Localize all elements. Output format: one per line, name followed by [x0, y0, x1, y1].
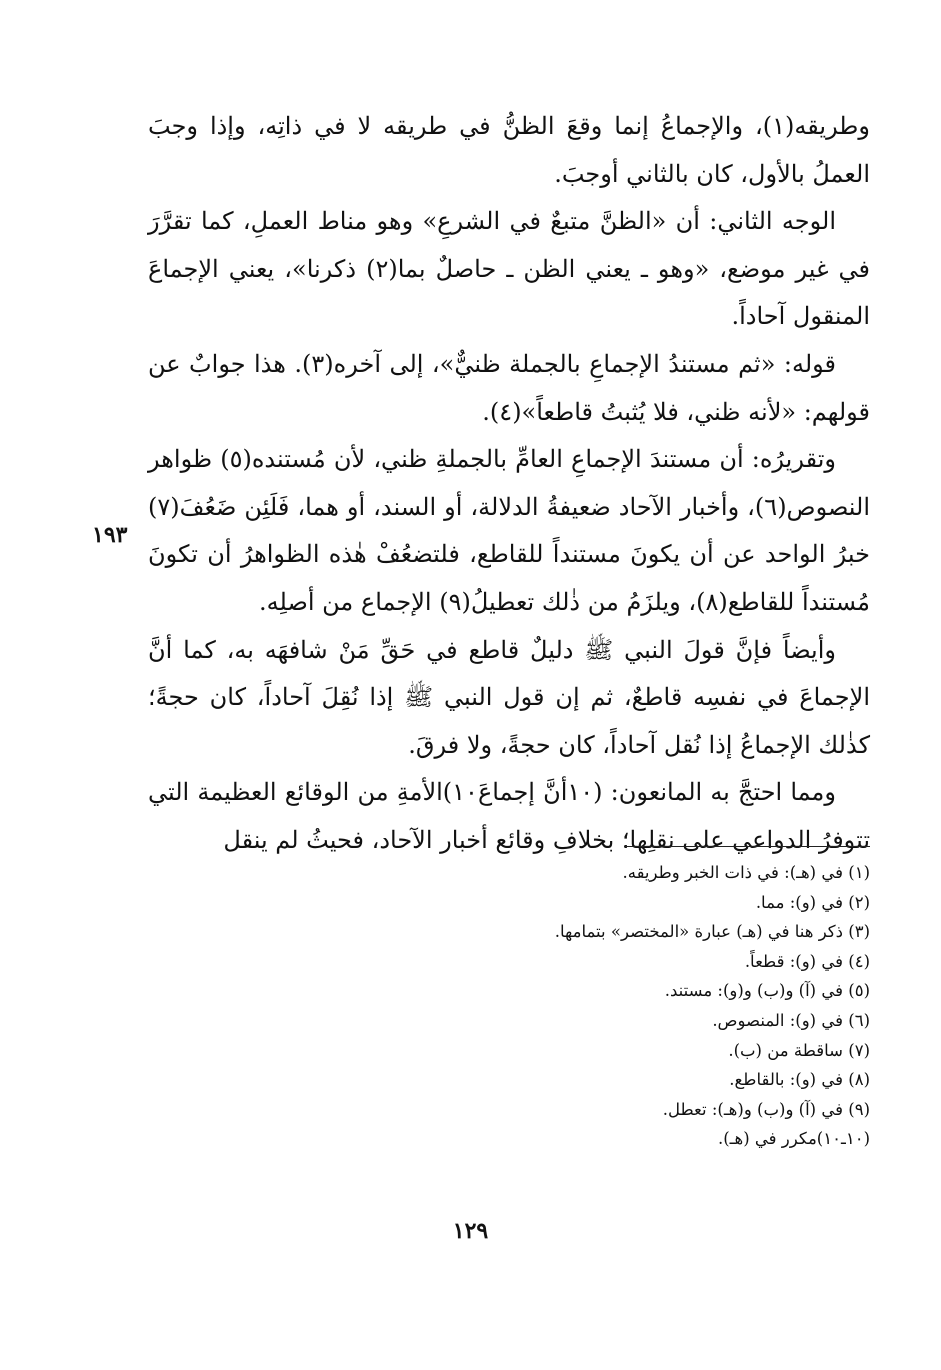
paragraph: الوجه الثاني: أن «الظنَّ متبعٌ في الشرعِ» وهو مناط العملِ، كما تقرَّرَ في غير موضع، «وهو ـ يعني الظن ـ حاصلٌ بما(٢) ذكرنا»، يعني الإجماعَ المنقول آحاداً. — [148, 207, 871, 331]
paragraph: وطريقه(١)، والإجماعُ إنما وقعَ الظنُّ في طريقه لا في ذاتِه، وإذا وجبَ العملُ بالأول، كان بالثاني أوجبَ. — [148, 112, 870, 188]
footnote: (٢) في (و): مما. — [755, 892, 870, 912]
footnote: (٩) في (آ) و(ب) و(هـ): تعطل. — [662, 1099, 870, 1119]
footnote: (١) في (هـ): في ذات الخبر وطريقه. — [622, 863, 870, 882]
margin-page-reference: ١٩٣ — [92, 522, 128, 548]
footnote: (٥) في (آ) و(ب) و(و): مستند. — [664, 981, 870, 1001]
footnote: (١٠ـ١٠)مكرر في (هـ). — [718, 1129, 870, 1149]
footnote: (٣) ذكر هنا في (هـ) عبارة «المختصر» بتمامها. — [554, 922, 870, 942]
paragraph: ومما احتجَّ به المانعون: (١٠أنَّ إجماعَ١٠)الأمةِ من الوقائع العظيمة التي تتوفرُ الدواعي على نقلِها؛ بخلافِ وقائع أخبار الآحاد، فحيثُ لم ينقل — [148, 778, 870, 854]
paragraph: وأيضاً فإنَّ قولَ النبي ﷺ دليلٌ قاطع في حَقِّ مَنْ شافهَه به، كما أنَّ الإجماعَ في نفسِه قاطعٌ، ثم إن قول النبي ﷺ إذا نُقِلَ آحاداً، كان حجةً؛ كذٰلك الإجماعُ إذا نُقل آحاداً، كان حجةً، ولا فرقَ. — [148, 635, 870, 759]
main-text — [148, 103, 870, 865]
paragraph: قوله: «ثم مستندُ الإجماعِ بالجملة ظنيٌّ»، إلى آخره(٣). هذا جوابٌ عن قولهم: «لأنه ظني، فلا يُثبتُ قاطعاً»(٤). — [148, 349, 870, 426]
footnote: (٨) في (و): بالقاطع. — [729, 1070, 870, 1090]
paragraph: وتقريرُه: أن مستندَ الإجماعِ العامِّ بالجملةِ ظني، لأن مُستنده(٥) ظواهر النصوص(٦)، وأخبار الآحاد ضعيفةُ الدلالة، أو السند، أو هما، فَلَئِن ضَعُفَ(٧) خبرُ الواحد عن أن يكونَ مستنداً للقاطع، فلتضعُفْ هٰذه الظواهرُ أن تكونَ مُستنداً للقاطع(٨)، ويلزَمُ من ذٰلك تعطيلُ(٩) الإجماع من أصلِه. — [148, 445, 870, 616]
footnote: (٧) ساقطة من (ب). — [728, 1040, 870, 1060]
page-number: ١٢٩ — [452, 1218, 489, 1244]
footnotes — [400, 858, 870, 1154]
footnote-separator — [624, 846, 870, 847]
footnote: (٤) في (و): قطعاً. — [744, 951, 870, 971]
footnote: (٦) في (و): المنصوص. — [712, 1010, 870, 1030]
